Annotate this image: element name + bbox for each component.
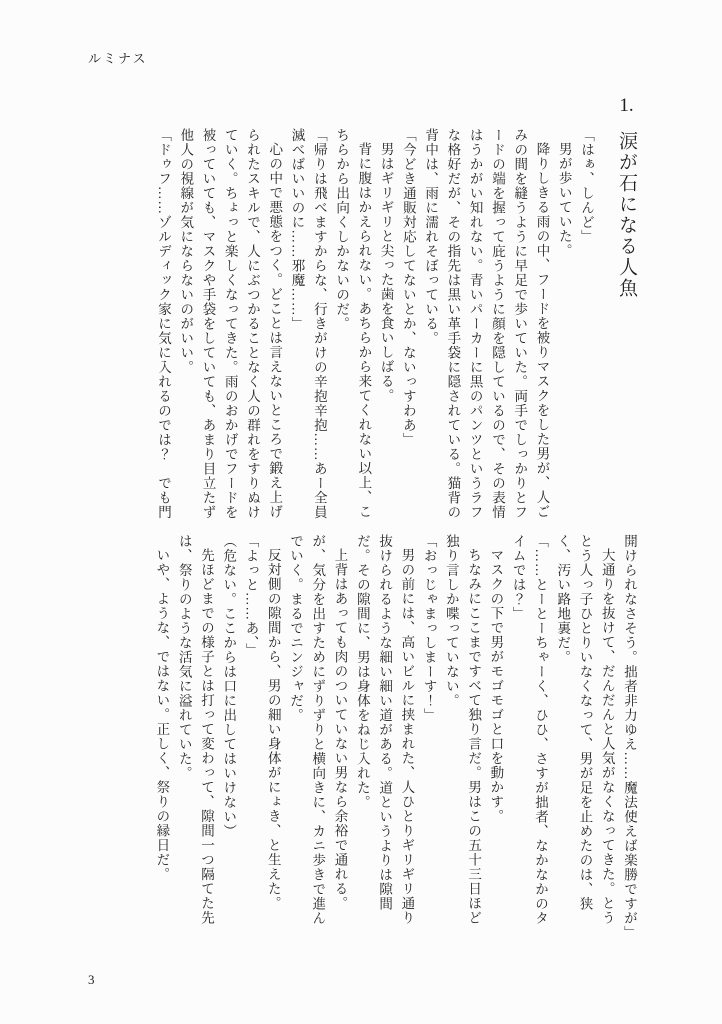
- paragraph: 男が歩いていた。: [556, 141, 572, 258]
- chapter-title: 涙が石になる人魚: [616, 131, 637, 299]
- paragraph: （危ない。ここからは口に出してはいけない）: [221, 534, 237, 839]
- paragraph: 心の中で悪態をつく。どことは言えないところで鍛え上げられたスキルで、人にぶつかることなく人の群れをすりぬけていく。ちょっと楽しくなってきた。雨のおかげでフードを被っていても、マスクや手袋をしていても、あまり目立たず他人の視線が気にならないのがいい。: [178, 128, 283, 520]
- chapter-number: 1.: [619, 96, 634, 115]
- paragraph: 降りしきる雨の中、フードを被りマスクをした男が、人ごみの間を縫うように早足で歩いていた。両手でしっかりとフードの端を握って庇うように顔を隠しているので、その表情はうかがい知れない。青いパーカーに黒のパンツというラフな格好だが、その指先は黒い革手袋に隠されている。猫背の背中は、雨に濡れそぼっている。: [423, 128, 550, 520]
- chapter-heading: [613, 96, 640, 520]
- bottom-text-block: [150, 534, 640, 940]
- page-number: 3: [88, 972, 95, 987]
- paragraph: 「……とーとーちゃーく、ひひ、さすが拙者、なかなかのタイムでは？」: [510, 534, 548, 926]
- paragraph: 「よっと……あ、」: [243, 534, 259, 658]
- paragraph: マスクの下で男がモゴモゴと口を動かす。: [488, 547, 504, 823]
- paragraph: 上背はあっても肉のついていない男なら余裕で通れる。が、気分を出すためにずりずりと横向きに、カニ歩きで進んでいく。まるでニンジャだ。: [288, 534, 348, 926]
- running-header: ルミナス: [88, 51, 148, 66]
- paragraph: 先ほどまでの様子とは打って変わって、隙間一つ隔てた先は、祭りのような活気に溢れていた。: [176, 534, 214, 925]
- paragraph: ちなみにここまですべて独り言だ。男はこの五十三日ほど独り言しか喋っていない。: [443, 534, 482, 925]
- paragraph: 開けられなさそう。拙者非力ゆえ……魔法使えば楽勝ですが」: [622, 534, 637, 940]
- paragraph: 「帰りは飛べますからな、行きがけの辛抱辛抱……あー全員滅べばいいのに……邪魔……」: [289, 128, 327, 520]
- paragraph: 「ドゥフ……ゾルディック家に気に入れるのでは？ でも門: [155, 128, 171, 520]
- paragraph: 「はぁ、しんど」: [579, 128, 594, 244]
- paragraph: 男の前には、高いビルに挟まれた、人ひとりギリギリ通り抜けられるような細い細い道がある。道というよりは隙間だ。その隙間に、男は身体をねじ入れた。: [354, 534, 415, 925]
- paragraph: いや、ような、ではない。正しく、祭りの縁日だ。: [154, 547, 170, 881]
- paragraph: 反対側の隙間から、男の細い身体がにょき、と生えた。: [265, 547, 281, 910]
- paragraph: 「おっじゃまっしまーす！」: [421, 534, 437, 723]
- paragraph: 背に腹はかえられない。あちらから来てくれない以上、こちらから出向くしかないのだ。: [334, 128, 372, 519]
- top-text-block: [152, 96, 597, 520]
- paragraph: 「今どき通販対応してないとか、ないっすわあ」: [400, 128, 416, 447]
- paragraph: 大通りを抜けて、だんだんと人気がなくなってきた。とうとう人っ子ひとりいなくなって、男が足を止めたのは、狭く、汚い路地裏だ。: [555, 534, 615, 925]
- top-text-section: [152, 96, 640, 520]
- paragraph: 男はギリギリと尖った歯を食いしばる。: [378, 141, 394, 403]
